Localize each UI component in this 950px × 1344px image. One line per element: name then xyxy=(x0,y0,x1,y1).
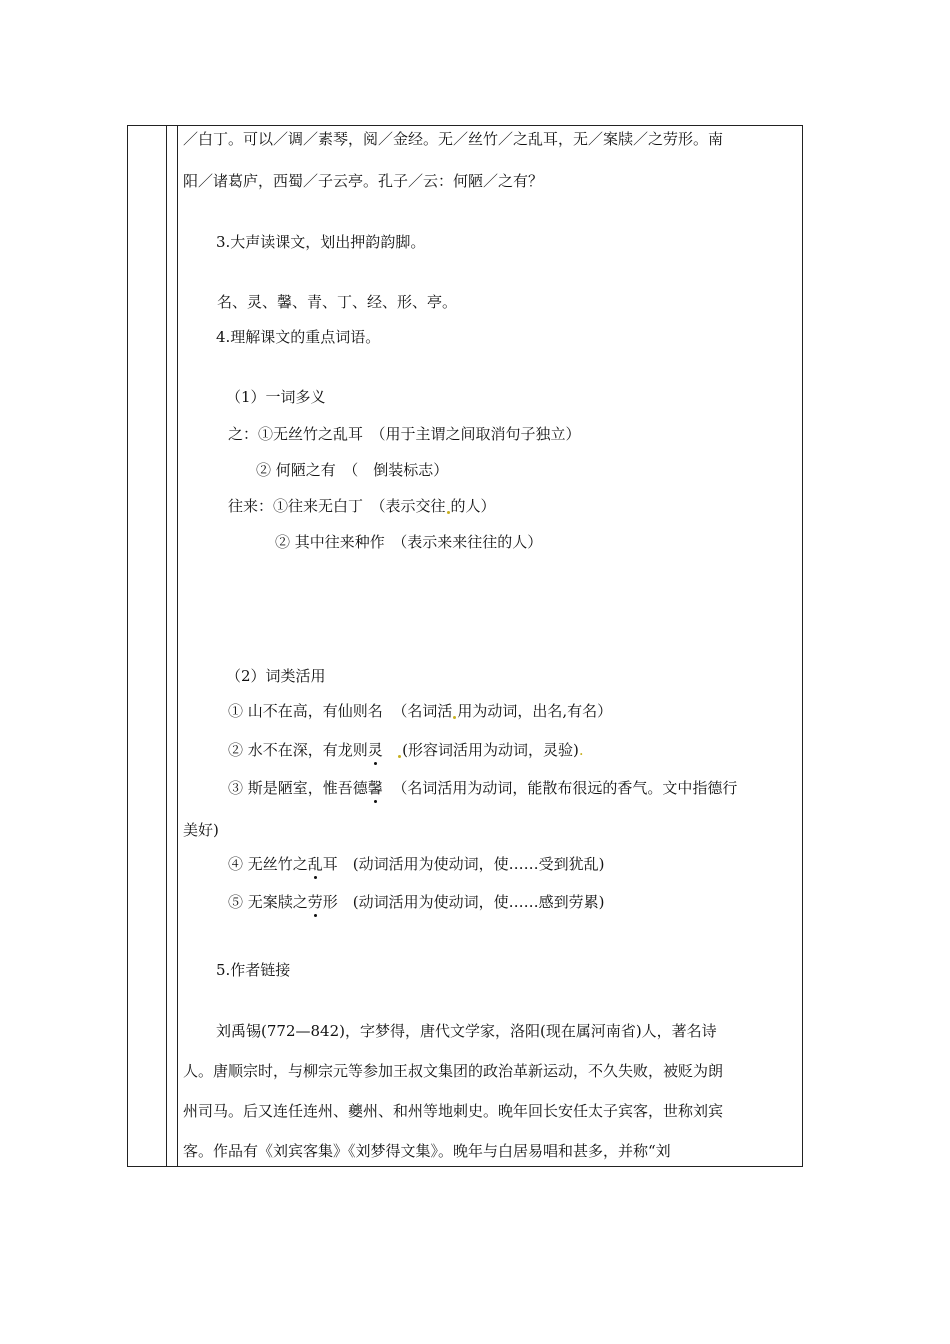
text-fragment: 往来：①往来无白丁 （表示交往 xyxy=(228,497,446,515)
text-fragment: 的人） xyxy=(450,497,496,515)
text-line: 刘禹锡(772—842)，字梦得，唐代文学家，洛阳(现在属河南省)人，著名诗 xyxy=(216,1022,717,1040)
table-column-divider xyxy=(177,126,178,1166)
text-line: 州司马。后又连任连州、夔州、和州等地刺史。晚年回长安任太子宾客，世称刘宾 xyxy=(183,1102,724,1120)
text-line: 名、灵、馨、青、丁、经、形、亭。 xyxy=(217,293,458,311)
text-fragment: (形容词活用为动词，灵验) xyxy=(402,741,579,759)
text-line: 客。作品有《刘宾客集》《刘梦得文集》。晚年与白居易唱和甚多，并称“刘 xyxy=(183,1142,671,1160)
text-line xyxy=(228,740,584,760)
text-fragment: ② 水不在深，有龙则 xyxy=(228,741,368,759)
text-fragment: 耳 (动词活用为使动词，使……受到犹乱) xyxy=(322,855,605,873)
text-line xyxy=(228,854,605,874)
text-line: 3.大声读课文，划出押韵韵脚。 xyxy=(216,233,426,251)
text-fragment: 用为动词，出名,有名） xyxy=(457,702,613,720)
text-fragment: 名 xyxy=(367,702,383,720)
document-table xyxy=(127,125,803,1167)
text-fragment: ④ 无丝竹之 xyxy=(228,855,308,873)
emphasized-char: 灵 xyxy=(367,741,383,759)
text-line: 美好) xyxy=(183,821,219,839)
text-line: 4.理解课文的重点词语。 xyxy=(216,328,381,346)
text-fragment: ③ 斯是陋室，惟吾德 xyxy=(228,779,368,797)
text-line: ／白丁。可以／调／素琴，阅／金经。无／丝竹／之乱耳，无／案牍／之劳形。南 xyxy=(183,130,724,148)
text-line: ② 其中往来种作 （表示来来往往的人） xyxy=(275,533,543,551)
emphasized-char: 乱 xyxy=(307,855,323,873)
text-fragment: 形 (动词活用为使动词，使……感到劳累) xyxy=(322,893,605,911)
text-fragment: ⑤ 无案牍之 xyxy=(228,893,308,911)
text-fragment: ① 山不在高，有仙则 xyxy=(228,702,368,720)
text-line: （2）词类活用 xyxy=(226,667,326,685)
mark-icon xyxy=(398,755,401,758)
text-line: （1）一词多义 xyxy=(226,388,326,406)
text-line xyxy=(228,701,612,721)
emphasized-char: 馨 xyxy=(367,779,383,797)
text-line: 5.作者链接 xyxy=(216,961,291,979)
table-column-divider xyxy=(166,126,167,1166)
text-line xyxy=(228,778,737,798)
mark-icon xyxy=(453,716,456,719)
text-fragment: . xyxy=(578,741,584,759)
text-line: 阳／诸葛庐，西蜀／子云亭。孔子／云：何陋／之有？ xyxy=(183,172,544,190)
text-line xyxy=(228,496,496,516)
emphasized-char: 劳 xyxy=(307,893,323,911)
text-line: ② 何陋之有 （ 倒装标志） xyxy=(256,461,449,479)
text-line xyxy=(228,892,605,912)
text-fragment: （名词活 xyxy=(392,702,453,720)
text-line: 之：①无丝竹之乱耳 （用于主谓之间取消句子独立） xyxy=(228,425,581,443)
text-line: 人。唐顺宗时，与柳宗元等参加王叔文集团的政治革新运动，不久失败，被贬为朗 xyxy=(183,1062,724,1080)
mark-icon xyxy=(447,511,450,514)
text-fragment: （名词活用为动词，能散布很远的香气。文中指德行 xyxy=(392,779,738,797)
